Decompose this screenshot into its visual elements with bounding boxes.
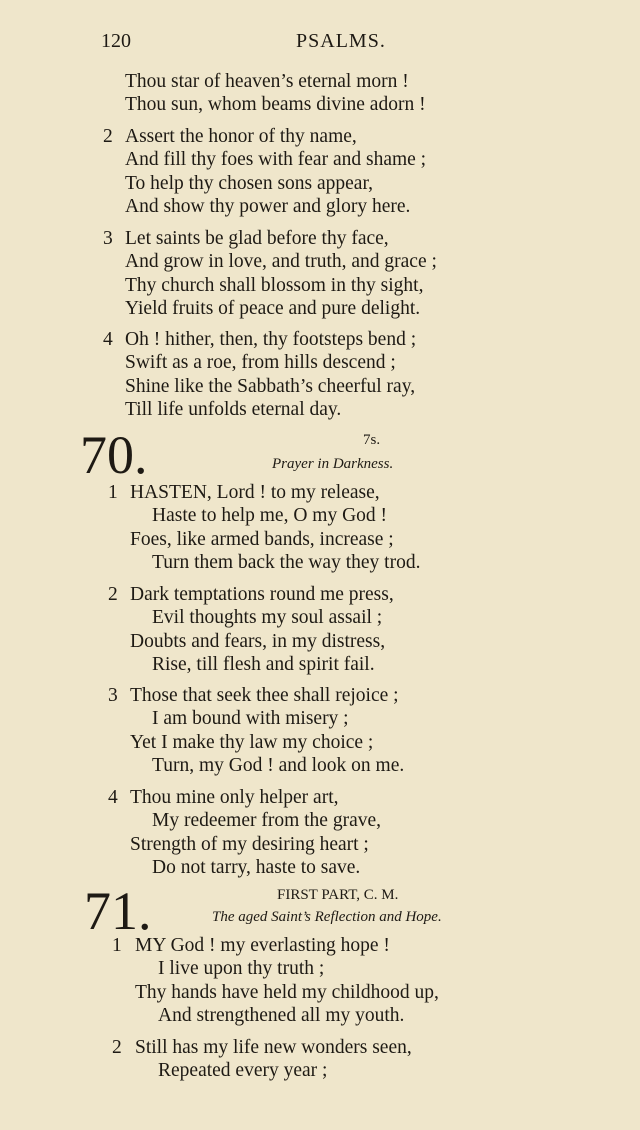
verse-line: Doubts and fears, in my distress, [130,630,386,652]
verse-line: Evil thoughts my soul assail ; [152,607,383,629]
hymn-title: The aged Saint’s Reflection and Hope. [212,909,442,925]
verse-line: Let saints be glad before thy face, [125,228,389,249]
verse-line: Thou mine only helper art, [130,787,339,808]
verse-line: Assert the honor of thy name, [125,126,357,147]
verse-line: Yet I make thy law my choice ; [130,731,374,753]
stanza-number: 1 [112,935,122,956]
stanza-number: 4 [108,787,118,808]
page-number: 120 [101,30,131,52]
verse-line: And grow in love, and truth, and grace ; [125,251,437,273]
verse-line: MY God ! my everlasting hope ! [135,935,390,956]
verse-line: Still has my life new wonders seen, [135,1037,412,1058]
verse-line: Repeated every year ; [158,1060,328,1082]
verse-line: Thy hands have held my childhood up, [135,981,439,1003]
stanza-number: 2 [108,584,118,605]
stanza-number: 4 [103,329,113,350]
verse-line: Foes, like armed bands, increase ; [130,528,394,550]
verse-line: Do not tarry, haste to save. [152,856,361,878]
hymn-number: 70. [80,425,148,485]
verse-line: Shine like the Sabbath’s cheerful ray, [125,375,416,397]
hymn-meter: 7s. [363,432,381,448]
stanza-number: 2 [112,1037,122,1058]
verse-line: And fill thy foes with fear and shame ; [125,149,427,171]
verse-line: I am bound with misery ; [152,708,349,730]
running-title: PSALMS. [296,30,386,52]
verse-line: Thy church shall blossom in thy sight, [125,274,424,296]
verse-line: Haste to help me, O my God ! [152,505,388,527]
verse-line: Thou star of heaven’s eternal morn ! [125,71,409,92]
stanza-number: 3 [103,228,113,249]
hymn-number: 71. [84,881,152,941]
verse-line: Those that seek thee shall rejoice ; [130,685,399,706]
verse-line: Thou sun, whom beams divine adorn ! [125,94,426,116]
verse-line: My redeemer from the grave, [152,810,382,832]
verse-line: Turn, my God ! and look on me. [152,754,405,776]
stanza-number: 1 [108,482,118,503]
stanza-number: 2 [103,126,113,147]
verse-line: HASTEN, Lord ! to my release, [130,482,380,503]
hymn-meter: FIRST PART, C. M. [277,887,399,903]
verse-line: Dark temptations round me press, [130,584,394,605]
stanza-number: 3 [108,685,118,706]
verse-line: Till life unfolds eternal day. [125,398,342,420]
verse-line: Strength of my desiring heart ; [130,833,369,855]
verse-line: Turn them back the way they trod. [152,551,421,573]
verse-line: Oh ! hither, then, thy footsteps bend ; [125,329,417,350]
verse-line: Rise, till flesh and spirit fail. [152,653,375,675]
hymn-title: Prayer in Darkness. [272,456,394,472]
verse-line: Swift as a roe, from hills descend ; [125,352,396,374]
verse-line: I live upon thy truth ; [158,958,325,980]
verse-line: And strengthened all my youth. [158,1004,405,1026]
verse-line: Yield fruits of peace and pure delight. [125,297,421,319]
verse-line: To help thy chosen sons appear, [125,172,374,194]
verse-line: And show thy power and glory here. [125,195,411,217]
